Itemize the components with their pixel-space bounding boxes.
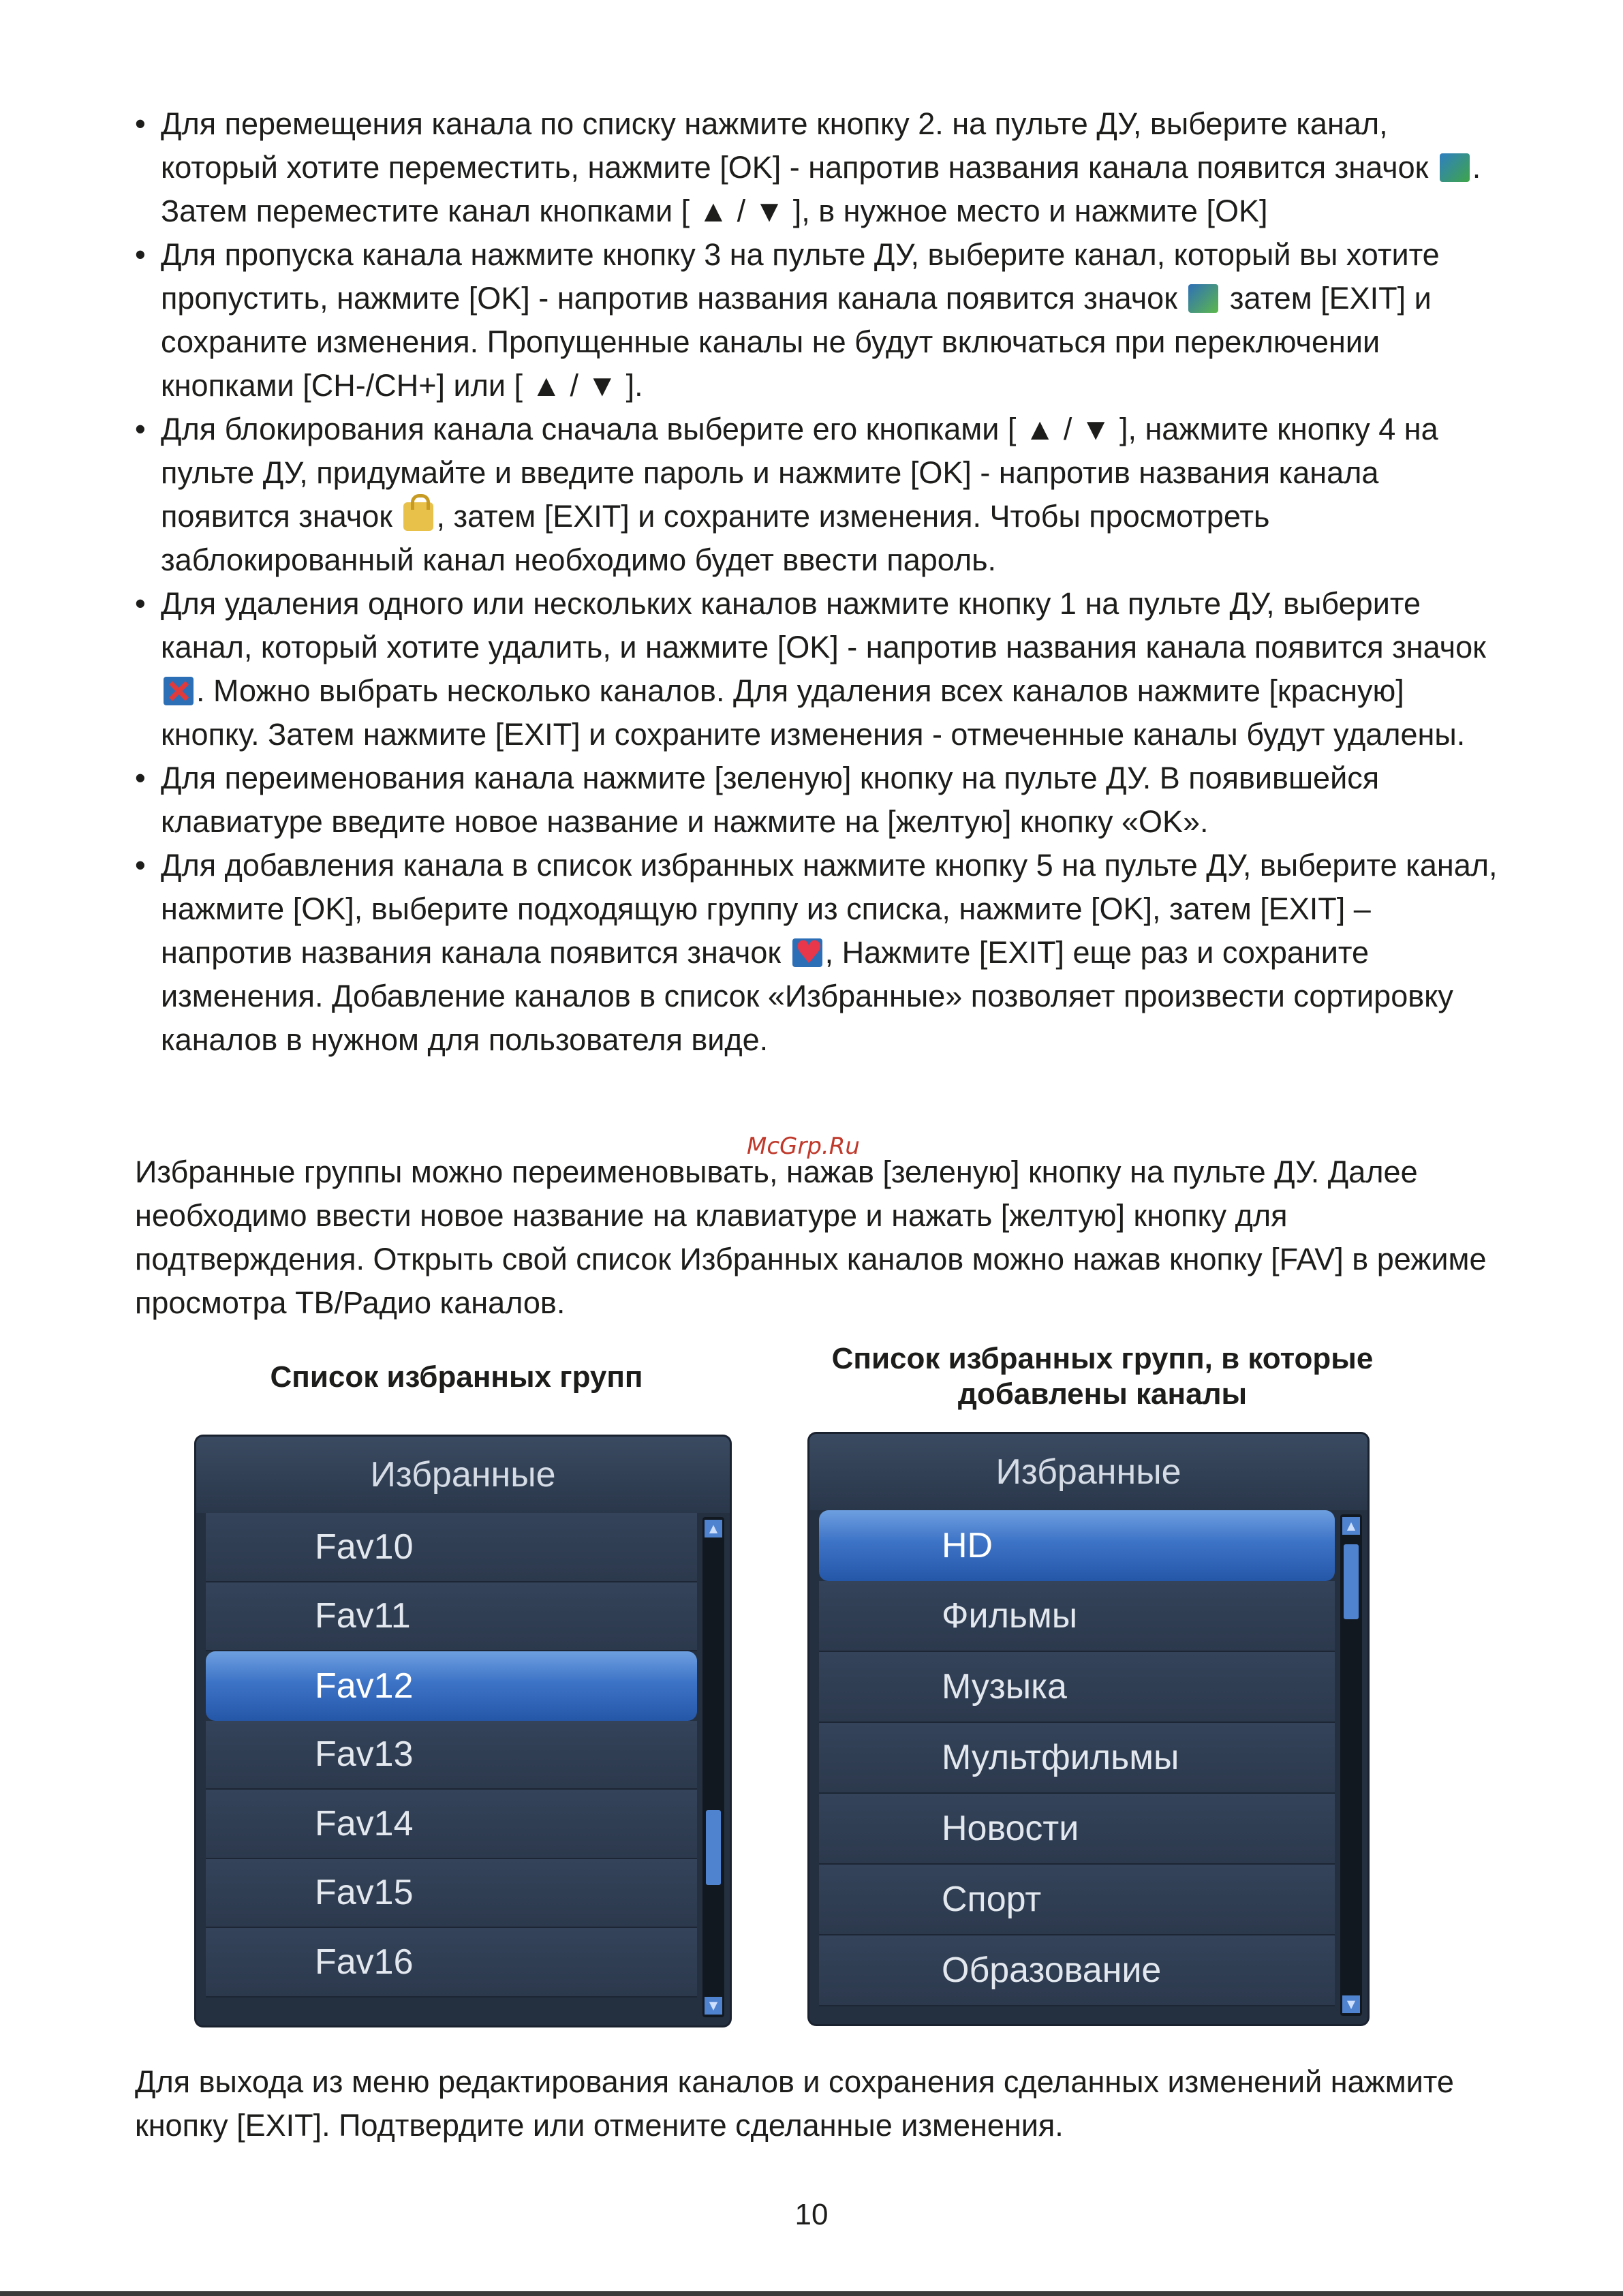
bullet-text-before: Для пропуска канала нажмите кнопку 3 на пульте ДУ, выберите канал, который вы хотите пропустить, нажмите [OK] - напротив названия канала появится значок [161,237,1440,316]
caption-left: Список избранных групп [270,1360,643,1394]
move-icon [1440,153,1470,182]
scroll-up-arrow-icon[interactable]: ▲ [1342,1517,1360,1535]
bullet-text-after: , затем [EXIT] и сохраните изменения. Чтобы просмотреть заблокированный канал необходимо будет ввести пароль. [161,499,1270,577]
list-item[interactable]: Fav16 [206,1928,697,1997]
list-item[interactable]: Мультфильмы [819,1723,1335,1794]
bullet-text-before: Для удаления одного или нескольких каналов нажмите кнопку 1 на пульте ДУ, выберите канал, который хотите удалить, и нажмите [OK] - напротив названия канала появится значок [161,586,1486,664]
bullet-text-after: затем [EXIT] и сохраните изменения. Пропущенные каналы не будут включаться при переключении кнопками [CH-/CH+] или [ ▲ / ▼ ]. [161,281,1432,403]
bullet-delete-channel [135,582,1504,756]
scroll-down-arrow-icon[interactable]: ▼ [1342,1995,1360,2013]
list-item-selected[interactable]: Fav12 [206,1651,697,1721]
caption-right: Список избранных групп, в которые добавлены каналы [831,1342,1374,1411]
delete-icon [164,677,194,705]
list-item[interactable]: Новости [819,1794,1335,1865]
paragraph-favorites: Избранные группы можно переименовывать, нажав [зеленую] кнопку на пульте ДУ. Далее необходимо ввести новое название на клавиатуре и нажать [желтую] кнопку для подтверждения. Открыть свой список Избранных каналов можно нажав кнопку [FAV] в режиме просмотра ТВ/Радио каналов. [135,1154,1487,1320]
bullet-text-after: , Нажмите [EXIT] еще раз и сохраните изменения. Добавление каналов в список «Избранные» позволяет произвести сортировку каналов в нужном для пользователя виде. [161,935,1453,1057]
list-item[interactable]: Fav14 [206,1790,697,1859]
bullet-text-before: Для блокирования канала сначала выберите его кнопками [ ▲ / ▼ ], нажмите кнопку 4 на пульте ДУ, придумайте и введите пароль и нажмите [OK] - напротив названия канала появится значок [161,412,1438,534]
bullet-text-before: Для добавления канала в список избранных нажмите кнопку 5 на пульте ДУ, выберите канал, нажмите [OK], выберите подходящую группу из списка, нажмите [OK], затем [EXIT] – напротив названия канала появится значок [161,848,1498,970]
panel-title: Избранные [809,1434,1367,1510]
scroll-thumb[interactable] [1344,1544,1359,1619]
list-item[interactable]: Фильмы [819,1581,1335,1652]
list-item-selected[interactable]: HD [819,1510,1335,1581]
list-item[interactable]: Fav10 [206,1513,697,1582]
favorite-icon [792,938,822,967]
bullet-move-channel [135,102,1504,233]
list-item[interactable]: Образование [819,1935,1335,2006]
skip-icon [1188,284,1218,313]
bullet-text-before: Для переименования канала нажмите [зеленую] кнопку на пульте ДУ. В появившейся клавиатуре введите новое название и нажмите на [желтую] кнопку «OK». [161,761,1380,839]
favorites-groups-panel [196,1437,730,2025]
bullet-favorite-channel [135,844,1504,1062]
page-bottom-border [0,2291,1623,2296]
list-item[interactable]: Музыка [819,1652,1335,1723]
bullet-text-after: . Затем переместите канал кнопками [ ▲ / ▼ ], в нужное место и нажмите [OK] [161,150,1481,228]
favorites-groups-with-channels-panel [809,1434,1367,2024]
lock-icon [403,502,433,531]
paragraph-exit: Для выхода из меню редактирования каналов и сохранения сделанных изменений нажмите кнопку [EXIT]. Подтвердите или отмените сделанные изменения. [135,2064,1454,2143]
list-item[interactable]: Спорт [819,1865,1335,1935]
bullet-text-before: Для перемещения канала по списку нажмите кнопку 2. на пульте ДУ, выберите канал, который хотите переместить, нажмите [OK] - напротив названия канала появится значок [161,106,1437,185]
bullet-lock-channel [135,408,1504,582]
scroll-up-arrow-icon[interactable]: ▲ [705,1520,722,1537]
scrollbar[interactable] [1340,1514,1362,2016]
list-item[interactable]: Fav13 [206,1721,697,1790]
page-number: 10 [794,2198,829,2231]
scrollbar[interactable] [702,1517,724,2017]
watermark: McGrp.Ru [747,1133,860,1160]
panel-title: Избранные [196,1437,730,1513]
favorites-list [819,1510,1335,2017]
bullet-skip-channel [135,233,1504,408]
bullet-rename-channel [135,756,1504,844]
scroll-thumb[interactable] [706,1810,721,1885]
instructions-list [135,102,1504,1062]
scroll-down-arrow-icon[interactable]: ▼ [705,1997,722,2015]
favorites-list [206,1513,697,2019]
list-item[interactable]: Fav11 [206,1582,697,1652]
list-item[interactable]: Fav15 [206,1859,697,1929]
bullet-text-after: . Можно выбрать несколько каналов. Для удаления всех каналов нажмите [красную] кнопку. Затем нажмите [EXIT] и сохраните изменения - отмеченные каналы будут удалены. [161,673,1466,752]
